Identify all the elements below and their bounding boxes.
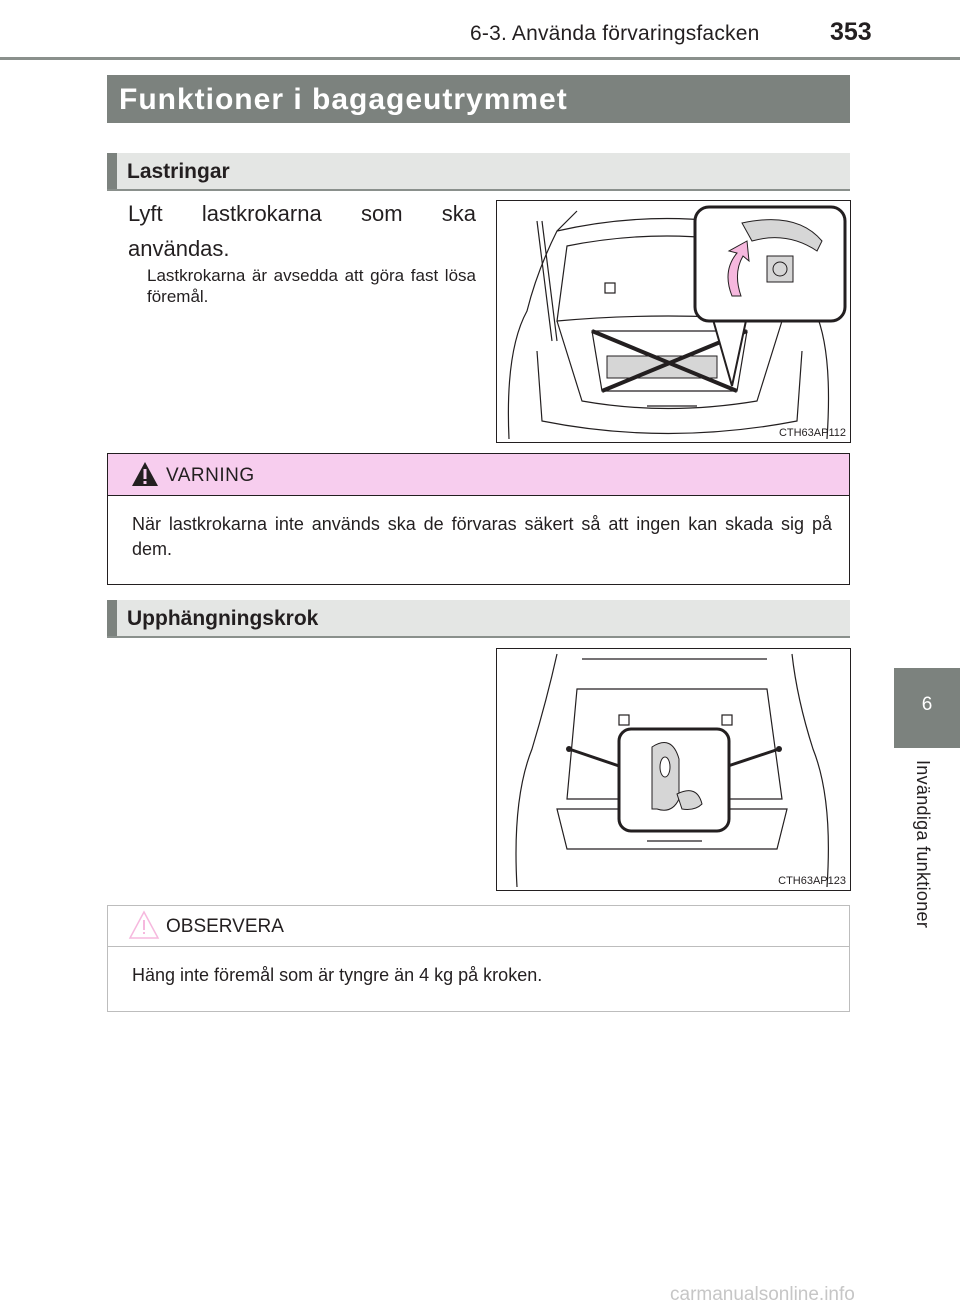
- page-title-banner: [107, 75, 850, 123]
- chapter-tab: [894, 668, 960, 748]
- watermark: carmanualsonline.info: [670, 1284, 855, 1305]
- notice-box: [107, 905, 850, 1012]
- page-number: 353: [830, 18, 872, 46]
- section-heading-upphangningskrok: [107, 600, 850, 638]
- figure-code: CTH63AP123: [778, 875, 846, 887]
- page-title: Funktioner i bagageutrymmet: [119, 83, 568, 116]
- hanging-hook-illustration: [497, 649, 850, 890]
- note-text: Lastkrokarna är avsedda att göra fast lösa föremål.: [147, 266, 476, 306]
- chapter-number: 6: [921, 694, 933, 715]
- heading-bar: [107, 153, 117, 189]
- warning-title: VARNING: [166, 465, 255, 486]
- hanging-hook-figure: [496, 648, 851, 891]
- cargo-hook-figure: [496, 200, 851, 443]
- instruction-text: Lyft lastkrokarna som ska användas.: [128, 201, 476, 261]
- notice-title: OBSERVERA: [166, 916, 284, 937]
- warning-triangle-icon: [130, 460, 160, 488]
- header-rule: [0, 57, 960, 60]
- section-heading-lastringar: [107, 153, 850, 191]
- section-heading-text: Lastringar: [127, 160, 230, 183]
- warning-header: [108, 454, 849, 496]
- heading-bar: [107, 600, 117, 636]
- caution-triangle-icon: [128, 910, 160, 940]
- notice-header: [108, 906, 849, 947]
- section-heading-text: Upphängningskrok: [127, 607, 319, 630]
- notice-text: Häng inte föremål som är tyngre än 4 kg på kroken.: [132, 965, 543, 985]
- cargo-area-illustration: [497, 201, 850, 442]
- figure-code: CTH63AP112: [778, 427, 846, 439]
- warning-text: När lastkrokarna inte används ska de förvaras säkert så att ingen kan skada sig på dem.: [132, 514, 832, 559]
- warning-box: [107, 453, 850, 585]
- header-section-title: 6-3. Använda förvaringsfacken: [470, 22, 760, 45]
- chapter-label: Invändiga funktioner: [913, 760, 933, 929]
